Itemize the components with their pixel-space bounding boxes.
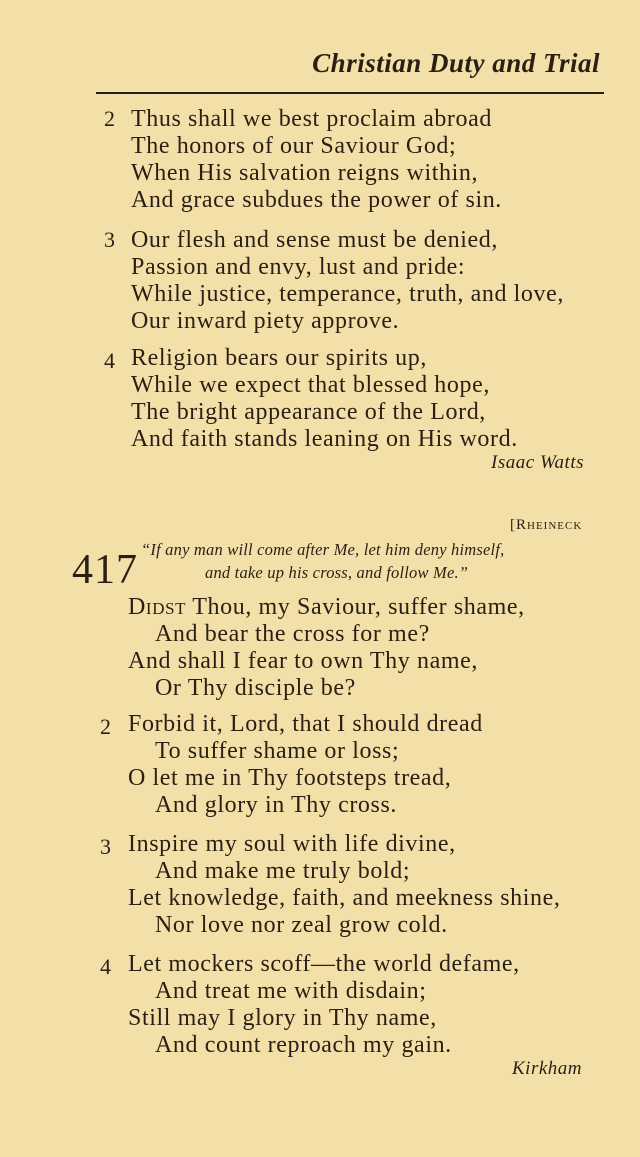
verse-line: Passion and envy, lust and pride:: [131, 254, 466, 280]
verse-number: 4: [104, 348, 115, 373]
verse-number: 3: [104, 227, 115, 252]
verse-line: The bright appearance of the Lord,: [131, 399, 486, 425]
verse-line: And count reproach my gain.: [155, 1032, 452, 1058]
verse-line: And shall I fear to own Thy name,: [128, 648, 478, 674]
verse-line: Or Thy disciple be?: [155, 675, 356, 701]
verse-line: Nor love nor zeal grow cold.: [155, 912, 448, 938]
verse-line: Forbid it, Lord, that I should dread: [128, 711, 483, 737]
verse-line: And faith stands leaning on His word.: [131, 426, 518, 452]
verse-number: 3: [100, 834, 111, 859]
hymn-number: 417: [72, 547, 138, 593]
verse-line: While we expect that blessed hope,: [131, 372, 490, 398]
tune-name: [Rheineck: [510, 517, 583, 533]
verse-line-text: Thou, my Saviour, suffer shame,: [186, 594, 525, 620]
verse-line: The honors of our Saviour God;: [131, 133, 457, 159]
verse-number: 2: [104, 106, 115, 131]
verse-line: And treat me with disdain;: [155, 978, 427, 1004]
verse-line: O let me in Thy footsteps tread,: [128, 765, 452, 791]
header-rule: [96, 92, 604, 94]
verse-number: 2: [100, 714, 111, 739]
scripture-epigraph: “If any man will come after Me, let him deny himself,: [141, 540, 505, 559]
verse-line: Our flesh and sense must be denied,: [131, 227, 498, 253]
verse-line: Inspire my soul with life divine,: [128, 831, 456, 857]
verse-line: And glory in Thy cross.: [155, 792, 398, 818]
running-head: Christian Duty and Trial: [312, 48, 600, 78]
verse-line: Our inward piety approve.: [131, 308, 400, 334]
verse-number: 4: [100, 954, 111, 979]
opening-word: Didst: [128, 594, 187, 620]
verse-line: [128, 593, 525, 621]
verse-line: Thus shall we best proclaim abroad: [131, 106, 492, 132]
scripture-epigraph: and take up his cross, and follow Me.”: [205, 563, 469, 582]
verse-line: Let mockers scoff—the world defame,: [128, 951, 520, 977]
verse-line: While justice, temperance, truth, and love,: [131, 281, 564, 307]
verse-line: Religion bears our spirits up,: [131, 345, 427, 371]
verse-line: And bear the cross for me?: [155, 621, 430, 647]
verse-line: And grace subdues the power of sin.: [131, 187, 502, 213]
verse-line: To suffer shame or loss;: [155, 738, 400, 764]
verse-line: When His salvation reigns within,: [131, 160, 479, 186]
verse-line: Still may I glory in Thy name,: [128, 1005, 437, 1031]
verse-line: Let knowledge, faith, and meekness shine,: [128, 885, 561, 911]
verse-line: And make me truly bold;: [155, 858, 411, 884]
author-attribution: Kirkham: [512, 1058, 582, 1079]
author-attribution: Isaac Watts: [491, 452, 584, 473]
